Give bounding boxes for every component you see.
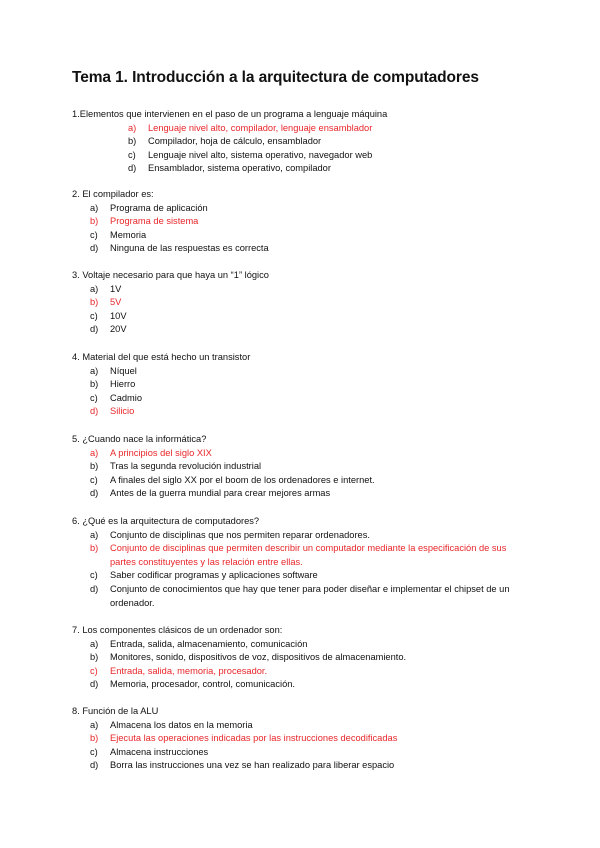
option-c [90, 474, 375, 488]
option-text: Níquel [110, 365, 137, 376]
option-text: Ejecuta las operaciones indicadas por las instrucciones decodificadas [110, 733, 398, 744]
option-text: Conjunto de disciplinas que permiten describir un computador mediante la especificación de sus partes constituyentes y las relación entre ellas. [110, 543, 507, 567]
option-text: Antes de la guerra mundial para crear mejores armas [110, 488, 331, 499]
question-text: 1.Elementos que intervienen en el paso de un programa a lenguaje máquina [72, 109, 388, 119]
option-letter: a) [90, 638, 99, 649]
option-c [90, 392, 250, 406]
option-letter: b) [90, 733, 99, 744]
option-c [90, 569, 530, 583]
option-letter: a) [90, 365, 99, 376]
option-letter: a) [90, 719, 99, 730]
option-text: Tras la segunda revolución industrial [110, 461, 262, 472]
option-letter: c) [90, 665, 98, 676]
question-5 [72, 433, 375, 501]
page-title: Tema 1. Introducción a la arquitectura de computadores [72, 69, 479, 86]
option-b [90, 732, 397, 746]
option-letter: c) [128, 149, 136, 160]
option-text: 10V [110, 310, 127, 321]
question-text: 5. ¿Cuando nace la informática? [72, 434, 207, 444]
option-d [90, 759, 397, 773]
option-letter: c) [90, 310, 98, 321]
option-b [90, 542, 530, 569]
question-8 [72, 705, 397, 773]
option-a [90, 529, 530, 543]
option-d [128, 162, 387, 176]
option-letter: d) [90, 324, 99, 335]
option-a [90, 719, 397, 733]
question-7 [72, 624, 406, 692]
question-2 [72, 188, 269, 256]
question-1 [72, 108, 387, 176]
option-a [90, 447, 375, 461]
option-letter: b) [90, 216, 99, 227]
option-b [90, 215, 269, 229]
question-3 [72, 269, 269, 337]
option-b [128, 135, 387, 149]
question-6 [72, 515, 530, 610]
option-a [90, 283, 269, 297]
option-letter: d) [90, 760, 99, 771]
option-letter: b) [90, 543, 99, 554]
option-c [90, 229, 269, 243]
option-letter: d) [128, 163, 137, 174]
option-text: Programa de sistema [110, 216, 199, 227]
option-text: 1V [110, 283, 122, 294]
option-letter: c) [90, 746, 98, 757]
option-text: Hierro [110, 379, 136, 390]
option-text: Memoria [110, 229, 147, 240]
option-text: A principios del siglo XIX [110, 447, 212, 458]
option-letter: c) [90, 392, 98, 403]
option-b [90, 460, 375, 474]
option-letter: d) [90, 583, 99, 594]
option-d [90, 405, 250, 419]
option-text: Memoria, procesador, control, comunicación. [110, 679, 295, 690]
option-text: Lenguaje nivel alto, sistema operativo, navegador web [148, 149, 373, 160]
option-text: Ninguna de las respuestas es correcta [110, 243, 269, 254]
option-text: Ensamblador, sistema operativo, compilador [148, 163, 331, 174]
option-letter: c) [90, 570, 98, 581]
option-d [90, 242, 269, 256]
option-text: Almacena los datos en la memoria [110, 719, 253, 730]
option-a [90, 202, 269, 216]
option-letter: c) [90, 474, 98, 485]
option-text: Programa de aplicación [110, 202, 208, 213]
option-d [90, 583, 530, 610]
option-d [90, 487, 375, 501]
option-letter: a) [90, 283, 99, 294]
option-text: Borra las instrucciones una vez se han realizado para liberar espacio [110, 760, 395, 771]
option-letter: b) [90, 379, 99, 390]
question-text: 8. Función de la ALU [72, 706, 159, 716]
option-letter: a) [90, 447, 99, 458]
option-text: Almacena instrucciones [110, 746, 209, 757]
option-b [90, 378, 250, 392]
option-text: Monitores, sonido, dispositivos de voz, dispositivos de almacenamiento. [110, 652, 407, 663]
option-c [128, 149, 387, 163]
question-text: 2. El compilador es: [72, 189, 154, 199]
option-text: Conjunto de conocimientos que hay que tener para poder diseñar e implementar el chipset de un ordenador. [110, 583, 510, 608]
option-letter: a) [90, 529, 99, 540]
option-c [90, 665, 406, 679]
option-a [90, 638, 406, 652]
question-text: 6. ¿Qué es la arquitectura de computadores? [72, 516, 260, 526]
option-c [90, 746, 397, 760]
option-letter: a) [90, 202, 99, 213]
option-letter: b) [128, 136, 137, 147]
option-text: 5V [110, 297, 122, 308]
option-letter: b) [90, 461, 99, 472]
option-b [90, 651, 406, 665]
option-text: Entrada, salida, memoria, procesador. [110, 665, 268, 676]
option-d [90, 323, 269, 337]
option-text: Cadmio [110, 392, 143, 403]
question-4 [72, 351, 250, 419]
option-letter: d) [90, 406, 99, 417]
option-text: A finales del siglo XX por el boom de los ordenadores e internet. [110, 474, 375, 485]
option-letter: d) [90, 679, 99, 690]
option-letter: b) [90, 297, 99, 308]
question-text: 3. Voltaje necesario para que haya un “1” lógico [72, 270, 269, 280]
option-a [128, 122, 387, 136]
option-text: Silicio [110, 406, 135, 417]
option-letter: c) [90, 229, 98, 240]
question-text: 7. Los componentes clásicos de un ordenador son: [72, 625, 283, 635]
option-a [90, 365, 250, 379]
option-letter: d) [90, 488, 99, 499]
option-c [90, 310, 269, 324]
option-letter: b) [90, 652, 99, 663]
option-text: 20V [110, 324, 127, 335]
option-letter: d) [90, 243, 99, 254]
question-text: 4. Material del que está hecho un transistor [72, 352, 251, 362]
option-text: Entrada, salida, almacenamiento, comunicación [110, 638, 308, 649]
option-text: Lenguaje nivel alto, compilador, lenguaje ensamblador [148, 122, 373, 133]
option-text: Conjunto de disciplinas que nos permiten reparar ordenadores. [110, 529, 370, 540]
option-text: Compilador, hoja de cálculo, ensamblador [148, 136, 322, 147]
option-d [90, 678, 406, 692]
option-text: Saber codificar programas y aplicaciones software [110, 570, 318, 581]
option-letter: a) [128, 122, 137, 133]
option-b [90, 296, 269, 310]
